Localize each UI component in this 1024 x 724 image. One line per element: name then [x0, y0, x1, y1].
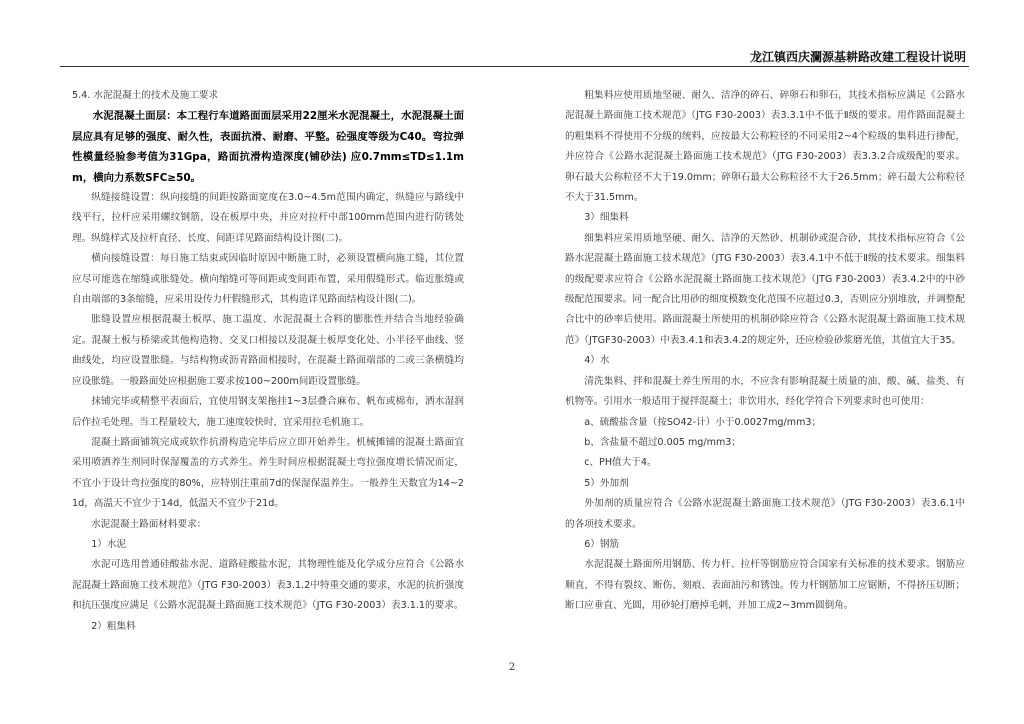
paragraph-longitudinal-joint: 纵缝接缝设置：纵向接缝的间距按路面宽度在3.0~4.5m范围内确定，纵缝应与路线中线平行，拉杆应采用螺纹钢筋，设在板厚中央，并应对拉杆中部100mm范围内进行防锈处理。纵缝样式及拉杆直径、长度、间距详见路面结构设计图(二)。: [72, 192, 464, 244]
right-column: [565, 86, 965, 617]
section-heading: 5.4. 水泥混凝土的技术及施工要求: [72, 90, 219, 101]
subheading-rebar: 6）钢筋: [584, 538, 620, 550]
paragraph-admixture: 外加剂的质量应符合《公路水泥混凝土路面施工技术规范》（JTG F30-2003）表3.6.1中的各项技术要求。: [565, 498, 965, 530]
paragraph-expansion-joint: 胀缝设置应根据混凝土板厚、施工温度、水泥混凝土合料的膨胀性并结合当地经验确定。混凝土板与桥梁或其他构造物、交叉口相接以及混凝土板厚变化处、小半径平曲线、竖曲线处，均应设置胀缝。与结构物或沥青路面相接时，在混凝土路面端部的二或三条横缝均应设胀缝。一般路面处应根据施工要求按100~200m间距设置胀缝。: [72, 314, 464, 387]
page-number: 2: [508, 662, 516, 673]
header-divider: [60, 66, 969, 67]
subheading-admixture: 5）外加剂: [584, 477, 629, 489]
paragraph-fine-aggregate: 细集料应采用质地坚硬、耐久、洁净的天然砂、机制砂或混合砂，其技术指标应符合《公路水泥混凝土路面施工技术规范》（JTG F30-2003）表3.4.1中不低于Ⅱ级的技术要求。细集料的级配要求应符合《公路水泥混凝土路面施工技术规范》（JTG F30-2003）表3.4.2中的中砂级配范围要求。同一配合比用砂的细度模数变化范围不应超过0.3，否则应分别堆放，并调整配合比中的砂率后使用。路面混凝土所使用的机制砂除应符合《公路水泥混凝土路面施工技术规范》（JTGF30-2003）中表3.4.1和表3.4.2的规定外，还应检验砂浆磨光值，其值宜大于35。: [565, 232, 965, 346]
subheading-cement: 1）水泥: [91, 538, 127, 550]
subheading-water: 4）水: [584, 355, 610, 367]
paragraph-curing: 混凝土路面铺筑完成或软作抗滑构造完毕后应立即开始养生。机械摊铺的混凝土路面宜采用喷洒养生剂同时保湿覆盖的方式养生。养生时间应根据混凝土弯拉强度增长情况而定，不宜小于设计弯拉强度的80%，应特别注重前7d的保湿保温养生。一般养生天数宜为14~21d，高温天不宜少于14d，低温天不宜少于21d。: [72, 436, 464, 510]
document-title: 龙江镇西庆瀾源基耕路改建工程设计说明: [749, 50, 966, 64]
list-item-ph: c、PH值大于4。: [584, 457, 657, 469]
intro-paragraph: 水泥混凝土面层：本工程行车道路面面层采用22厘米水泥混凝土，水泥混凝土面层应具有足够的强度、耐久性，表面抗滑、耐磨、平整。砼强度等级为C40。弯拉弹性模量经验参考值为31Gpa，路面抗滑构造深度(铺砂法) 应0.7mm≤TD≤1.1mm，横向力系数SFC≥50。: [72, 110, 464, 184]
paragraph-cement: 水泥可选用普通硅酸盐水泥、道路硅酸盐水泥，其物理性能及化学成分应符合《公路水泥混凝土路面施工技术规范》（JTG F30-2003）表3.1.2中特重交通的要求，水泥的抗折强度和抗压强度应满足《公路水泥混凝土路面施工技术规范》（JTG F30-2003）表3.1.1的要求。: [72, 559, 464, 612]
left-column: [72, 86, 464, 637]
paragraph-transverse-joint: 横向接缝设置：每日施工结束或因临时原因中断施工时，必须设置横向施工缝，其位置应尽可能选在缩缝或胀缝处。横向缩缝可等间距或变间距布置，采用假缝形式。临近胀缝或自由端部的3条缩缝，应采用设传力杆假缝形式，其构造详见路面结构设计图(二)。: [72, 253, 464, 306]
paragraph-coarse-aggregate: 粗集料应使用质地坚硬、耐久、洁净的碎石、碎卵石和卵石，其技术指标应满足《公路水泥混凝土路面施工技术规范》（JTG F30-2003）表3.3.1中不低于Ⅱ级的要求。用作路面混凝土的粗集料不得使用不分级的统料，应按最大公称粒径的不同采用2~4个粒级的集料进行掺配，并应符合《公路水泥混凝土路面施工技术规范》（JTG F30-2003）表3.3.2合成级配的要求。卵石最大公称粒径不大于19.0mm；碎卵石最大公称粒径不大于26.5mm；碎石最大公称粒径不大于31.5mm。: [565, 90, 965, 204]
paragraph-texturing: 抹铺完毕或精整平表面后，宜使用钢支架拖挂1~3层叠合麻布、帆布或棉布，洒水湿润后作拉毛处理。当工程量较大，施工速度较快时，宜采用拉毛机施工。: [72, 396, 464, 428]
list-item-salt: b、含盐量不超过0.005 mg/mm3；: [584, 436, 742, 448]
list-item-sulfate: a、硫酸盐含量（按SO42-计）小于0.0027mg/mm3；: [584, 416, 822, 428]
subheading-fine-aggregate: 3）细集料: [584, 212, 629, 224]
paragraph-material-requirements: 水泥混凝土路面材料要求：: [91, 518, 207, 530]
paragraph-rebar: 水泥混凝土路面所用钢筋、传力杆、拉杆等钢筋应符合国家有关标准的技术要求。钢筋应顺直，不得有裂纹、断伤、刻痕、表面油污和锈蚀。传力杆钢筋加工应锯断，不得挤压切断；断口应垂直、光圆，用砂轮打磨掉毛刺，并加工成2~3mm圆倒角。: [565, 559, 965, 612]
paragraph-water: 清洗集料、拌和混凝土养生所用的水，不应含有影响混凝土质量的油、酸、碱、盐类、有机物等。引用水一般适用于搅拌混凝土；非饮用水，经化学符合下列要求时也可使用：: [565, 375, 965, 408]
subheading-coarse-aggregate: 2）粗集料: [91, 620, 136, 632]
